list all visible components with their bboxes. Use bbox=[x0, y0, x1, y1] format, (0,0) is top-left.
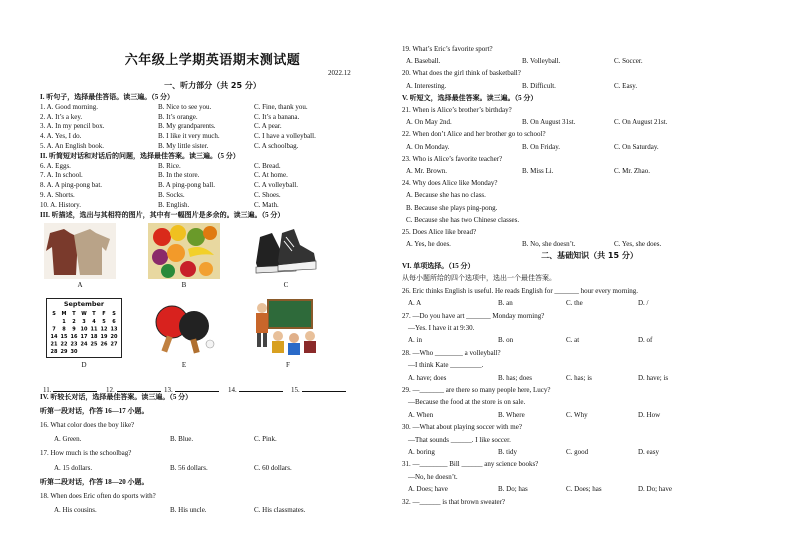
line-text: 5. A. An English book. bbox=[40, 142, 104, 150]
calendar-date: 19 bbox=[100, 334, 108, 340]
question-line bbox=[402, 130, 546, 139]
question-line bbox=[40, 181, 298, 190]
option-c: C. Why bbox=[566, 410, 588, 419]
calendar-date: 23 bbox=[70, 341, 78, 348]
line-text: 1. A. Good morning. bbox=[40, 102, 98, 111]
option-b: B. A ping-pong ball. bbox=[158, 181, 215, 190]
question-line bbox=[402, 69, 521, 78]
option-d: D. have; is bbox=[638, 373, 669, 382]
answer-options bbox=[406, 204, 497, 213]
question-line bbox=[402, 274, 556, 283]
line-text: 28. —Who ________ a volleyball? bbox=[402, 348, 501, 357]
question-line bbox=[40, 161, 281, 171]
calendar-date: 10 bbox=[80, 326, 88, 333]
calendar-date: 4 bbox=[92, 319, 96, 325]
line-text: A. Because she has no class. bbox=[406, 191, 486, 200]
calendar-date: 11 bbox=[90, 326, 98, 333]
line-text: A. Mr. Brown. bbox=[406, 167, 448, 175]
question-line bbox=[402, 45, 493, 54]
option-b: B. My grandparents. bbox=[158, 122, 216, 131]
option-c: C. Bread. bbox=[254, 161, 281, 170]
fruits-picture bbox=[148, 223, 220, 279]
calendar-date: 25 bbox=[90, 341, 98, 348]
option-b: B. Miss Li. bbox=[522, 167, 554, 175]
line-text: 16. What color does the boy like? bbox=[40, 421, 135, 430]
answer-options bbox=[406, 118, 668, 127]
picture-label-a: A bbox=[77, 281, 83, 289]
calendar-day-header: F bbox=[102, 311, 106, 317]
line-text: V. 听短文，选择最佳答案。读三遍。（5 分） bbox=[402, 93, 538, 102]
question-line bbox=[402, 155, 502, 164]
option-d: D. Do; have bbox=[638, 485, 673, 494]
option-c: C. Easy. bbox=[614, 81, 638, 90]
option-c: C. On August 21st. bbox=[614, 118, 668, 127]
line-text: 21. When is Alice’s brother’s birthday? bbox=[402, 106, 512, 114]
answer-options bbox=[408, 473, 458, 482]
option-c: C. Pink. bbox=[254, 435, 277, 444]
answer-options bbox=[54, 435, 277, 444]
calendar-date: 1 bbox=[62, 319, 66, 325]
exam-title: 六年级上学期英语期末测试题 bbox=[124, 53, 301, 68]
answer-options bbox=[406, 167, 650, 176]
option-b: B. on bbox=[498, 336, 514, 345]
question-line bbox=[40, 102, 308, 112]
calendar-day-header: T bbox=[92, 311, 96, 317]
picture-label-b: B bbox=[181, 281, 187, 289]
answer-options bbox=[408, 299, 649, 308]
option-b: B. On Friday. bbox=[522, 142, 561, 151]
left-column bbox=[40, 0, 385, 560]
option-d: D. How bbox=[638, 410, 661, 419]
picture-label-d: D bbox=[81, 361, 87, 369]
answer-options bbox=[408, 436, 511, 445]
calendar-date: 6 bbox=[112, 319, 116, 325]
line-text: 18. When does Eric often do sports with? bbox=[40, 491, 156, 500]
section-basics-heading: 二、基础知识（共 15 分） bbox=[541, 251, 638, 260]
calendar-date: 14 bbox=[50, 334, 58, 340]
calendar-date: 18 bbox=[90, 334, 98, 340]
option-b: B. I like it very much. bbox=[158, 132, 220, 141]
calendar-date: 26 bbox=[100, 341, 108, 348]
answer-options bbox=[54, 505, 306, 515]
calendar-date: 27 bbox=[110, 341, 118, 348]
answer-blank-14: 14. bbox=[228, 384, 283, 395]
line-text: 24. Why does Alice like Monday? bbox=[402, 179, 498, 188]
answer-options bbox=[408, 410, 661, 420]
option-b: B. tidy bbox=[498, 448, 518, 456]
section-instruction bbox=[40, 93, 174, 102]
answer-options bbox=[408, 398, 525, 407]
line-text: C. Because she has two Chinese classes. bbox=[406, 215, 520, 224]
calendar-date: 3 bbox=[82, 319, 86, 325]
question-line bbox=[402, 386, 551, 395]
calendar-date: 21 bbox=[50, 341, 58, 348]
section-instruction bbox=[402, 262, 475, 271]
section-instruction bbox=[40, 407, 149, 416]
option-b: B. Difficult. bbox=[522, 81, 556, 90]
option-c: C. A pear. bbox=[254, 122, 282, 131]
answer-options bbox=[406, 191, 486, 200]
picture-label-e: E bbox=[181, 361, 187, 369]
answer-options bbox=[408, 448, 659, 457]
calendar-date: 28 bbox=[50, 349, 58, 355]
option-c: C. A volleyball. bbox=[254, 181, 298, 190]
option-c: C. On Saturday. bbox=[614, 142, 659, 151]
option-c: C. at bbox=[566, 336, 580, 345]
question-line bbox=[402, 423, 522, 432]
line-text: 27. —Do you have art _______ Monday morning? bbox=[402, 311, 545, 320]
line-text: —Because the food at the store is on sale. bbox=[408, 398, 526, 407]
line-text: 32. —______ is that brown sweater? bbox=[402, 497, 506, 506]
option-c: C. the bbox=[566, 299, 583, 308]
section-instruction bbox=[402, 94, 537, 103]
calendar-date: 12 bbox=[100, 326, 108, 333]
sneakers-picture bbox=[250, 223, 322, 279]
option-c: C. At home. bbox=[254, 171, 288, 180]
section-listening-heading: 一、听力部分（共 25 分） bbox=[164, 81, 261, 90]
option-b: B. Nice to see you. bbox=[158, 102, 212, 111]
calendar-date: 24 bbox=[80, 341, 88, 348]
section-instruction bbox=[40, 478, 149, 487]
line-text: 17. How much is the schoolbag? bbox=[40, 449, 132, 458]
option-b: B. Rice. bbox=[158, 161, 181, 170]
calendar-day-header: S bbox=[52, 311, 56, 317]
option-b: B. English. bbox=[158, 200, 190, 209]
section-instruction bbox=[40, 211, 284, 220]
line-text: A. in bbox=[408, 336, 422, 345]
section-instruction bbox=[40, 393, 192, 402]
calendar-day-header: T bbox=[72, 311, 76, 317]
line-text: A. On May 2nd. bbox=[406, 118, 452, 127]
option-c: C. has; is bbox=[566, 373, 592, 382]
question-line bbox=[40, 191, 281, 200]
answer-options bbox=[406, 240, 662, 249]
calendar-day-header: S bbox=[112, 311, 116, 317]
line-text: —No, he doesn’t. bbox=[408, 472, 458, 481]
line-text: —That sounds ______. I like soccer. bbox=[408, 435, 511, 444]
answer-options bbox=[408, 336, 653, 345]
line-text: A. Interesting. bbox=[406, 81, 447, 90]
option-b: B. In the store. bbox=[158, 171, 200, 180]
line-text: A. His cousins. bbox=[54, 505, 97, 514]
line-text: A. 15 dollars. bbox=[54, 463, 93, 472]
line-text: 9. A. Shorts. bbox=[40, 191, 75, 199]
question-line bbox=[40, 421, 134, 430]
line-text: III. 听描述，选出与其相符的图片，其中有一幅图片是多余的。读三遍。（5 分） bbox=[40, 210, 285, 219]
option-b: B. His uncle. bbox=[170, 505, 207, 514]
option-d: D. / bbox=[638, 299, 649, 308]
option-c: C. Mr. Zhao. bbox=[614, 167, 650, 175]
question-line bbox=[402, 349, 501, 358]
question-line bbox=[40, 142, 299, 151]
calendar-date: 20 bbox=[110, 334, 118, 340]
line-text: A. On Monday. bbox=[406, 142, 450, 151]
option-c: C. Does; has bbox=[566, 485, 602, 494]
option-c: C. It’s a banana. bbox=[254, 112, 300, 121]
calendar-date: 15 bbox=[60, 334, 68, 340]
line-text: 23. Who is Alice’s favorite teacher? bbox=[402, 154, 503, 163]
answer-options bbox=[406, 81, 638, 91]
question-line bbox=[402, 460, 538, 469]
option-c: C. 60 dollars. bbox=[254, 463, 292, 472]
question-line bbox=[402, 498, 505, 507]
line-text: 29. —_______ are there so many people here, Lucy? bbox=[402, 386, 551, 394]
calendar-day-header: M bbox=[61, 311, 67, 317]
calendar-date: 22 bbox=[60, 341, 68, 348]
line-text: A. have; does bbox=[408, 373, 447, 382]
answer-blank-11: 11. bbox=[43, 384, 97, 395]
option-b: B. has; does bbox=[498, 373, 533, 382]
calendar-date: 16 bbox=[70, 334, 78, 340]
line-text: I. 听句子，选择最佳答语。读三遍。（5 分） bbox=[40, 93, 174, 101]
question-line bbox=[40, 449, 131, 458]
calendar-date: 13 bbox=[110, 326, 118, 333]
line-text: B. Because she plays ping-pong. bbox=[406, 203, 498, 212]
question-line bbox=[402, 179, 498, 188]
line-text: A. Baseball. bbox=[406, 57, 441, 66]
option-c: C. I have a volleyball. bbox=[254, 132, 316, 141]
line-text: 7. A. In school. bbox=[40, 171, 83, 180]
line-text: II. 听简短对话和对话后的问题，选择最佳答案。读三遍。（5 分） bbox=[40, 151, 240, 160]
option-d: D. easy bbox=[638, 448, 659, 456]
line-text: A. Yes, he does. bbox=[406, 240, 451, 249]
right-column bbox=[402, 0, 777, 560]
line-text: 从每小题所给的四个选项中，选出一个最佳答案。 bbox=[402, 274, 556, 283]
calendar-day-header: W bbox=[81, 311, 87, 317]
calendar-date: 2 bbox=[72, 319, 76, 325]
ping-pong-picture bbox=[148, 300, 220, 356]
line-text: IV. 听较长对话，选择最佳答案。读三遍。（5 分） bbox=[40, 393, 193, 401]
option-b: B. Socks. bbox=[158, 191, 185, 199]
line-text: —I think Kate _________. bbox=[408, 361, 484, 370]
option-c: C. Soccer. bbox=[614, 57, 643, 66]
answer-options bbox=[406, 216, 519, 225]
answer-options bbox=[54, 463, 292, 473]
section-instruction bbox=[40, 152, 240, 161]
answer-options bbox=[406, 57, 643, 66]
exam-date: 2022.12 bbox=[328, 69, 351, 77]
calendar-date: 9 bbox=[72, 326, 76, 333]
question-line bbox=[40, 200, 279, 210]
line-text: A. Does; have bbox=[408, 485, 448, 494]
line-text: A. boring bbox=[408, 448, 435, 456]
question-line bbox=[402, 287, 638, 296]
option-b: B. Blue. bbox=[170, 435, 194, 444]
line-text: 31. —________ Bill ______ any science books? bbox=[402, 460, 539, 469]
answer-blank-15: 15. bbox=[291, 384, 346, 395]
option-b: B. On August 31st. bbox=[522, 118, 576, 127]
question-line bbox=[402, 228, 476, 237]
calendar-month: September bbox=[63, 300, 105, 308]
line-text: A. A bbox=[408, 299, 422, 308]
question-line bbox=[40, 122, 282, 131]
line-text: 10. A. History. bbox=[40, 200, 81, 209]
question-line bbox=[40, 132, 316, 141]
question-line bbox=[40, 112, 300, 122]
question-line bbox=[40, 171, 288, 180]
line-text: 20. What does the girl think of basketball? bbox=[402, 69, 521, 78]
option-c: C. His classmates. bbox=[254, 505, 306, 514]
option-c: C. Shoes. bbox=[254, 191, 281, 199]
calendar-date: 17 bbox=[80, 334, 88, 340]
picture-label-c: C bbox=[283, 281, 289, 289]
line-text: 3. A. In my pencil box. bbox=[40, 122, 105, 131]
line-text: 19. What’s Eric’s favorite sport? bbox=[402, 45, 493, 53]
question-line bbox=[40, 492, 156, 501]
calendar-picture bbox=[46, 298, 122, 358]
line-text: 22. When don’t Alice and her brother go to school? bbox=[402, 130, 546, 139]
calendar-date: 30 bbox=[70, 349, 78, 355]
line-text: 2. A. It’s a key. bbox=[40, 112, 83, 121]
line-text: 8. A. A ping-pong bat. bbox=[40, 181, 103, 190]
line-text: 听第一段对话，作答 16—17 小题。 bbox=[40, 407, 149, 416]
line-text: A. When bbox=[408, 410, 434, 419]
classroom-picture bbox=[250, 298, 324, 358]
question-line bbox=[402, 106, 512, 115]
calendar-date: 8 bbox=[62, 326, 66, 333]
option-c: C. Yes, she does. bbox=[614, 240, 662, 249]
option-b: B. an bbox=[498, 299, 513, 308]
answer-options bbox=[406, 142, 659, 152]
option-b: B. No, she doesn’t. bbox=[522, 240, 576, 249]
option-d: D. of bbox=[638, 336, 653, 345]
option-b: B. Do; has bbox=[498, 485, 528, 494]
sweaters-picture bbox=[44, 223, 116, 279]
line-text: VI. 单项选择。（15 分） bbox=[402, 262, 475, 270]
line-text: 6. A. Eggs. bbox=[40, 161, 71, 170]
line-text: —Yes. I have it at 9:30. bbox=[408, 324, 475, 332]
line-text: 26. Eric thinks English is useful. He reads English for _______ hour every morning. bbox=[402, 286, 639, 295]
answer-blank-13: 13. bbox=[164, 384, 219, 395]
line-text: 30. —What about playing soccer with me? bbox=[402, 423, 522, 432]
calendar-date: 5 bbox=[102, 319, 106, 325]
question-line bbox=[402, 312, 544, 321]
answer-options bbox=[408, 324, 474, 333]
line-text: 4. A. Yes, I do. bbox=[40, 132, 82, 141]
line-text: A. Green. bbox=[54, 435, 82, 444]
answer-blank-12: 12. bbox=[106, 384, 161, 395]
option-b: B. Where bbox=[498, 410, 525, 419]
calendar-date: 7 bbox=[52, 326, 56, 333]
answer-options bbox=[408, 373, 669, 383]
option-b: B. Volleyball. bbox=[522, 57, 561, 66]
line-text: 听第二段对话，作答 18—20 小题。 bbox=[40, 477, 149, 486]
option-b: B. My little sister. bbox=[158, 142, 209, 150]
option-c: C. A schoolbag. bbox=[254, 142, 299, 150]
answer-options bbox=[408, 361, 483, 370]
option-b: B. It’s orange. bbox=[158, 112, 198, 121]
answer-options bbox=[408, 485, 673, 494]
option-c: C. Fine, thank you. bbox=[254, 102, 308, 111]
option-b: B. 56 dollars. bbox=[170, 463, 208, 472]
picture-label-f: F bbox=[286, 361, 290, 369]
calendar-date: 29 bbox=[60, 349, 68, 355]
line-text: 25. Does Alice like bread? bbox=[402, 228, 477, 236]
option-c: C. good bbox=[566, 448, 589, 456]
option-c: C. Math. bbox=[254, 200, 279, 209]
